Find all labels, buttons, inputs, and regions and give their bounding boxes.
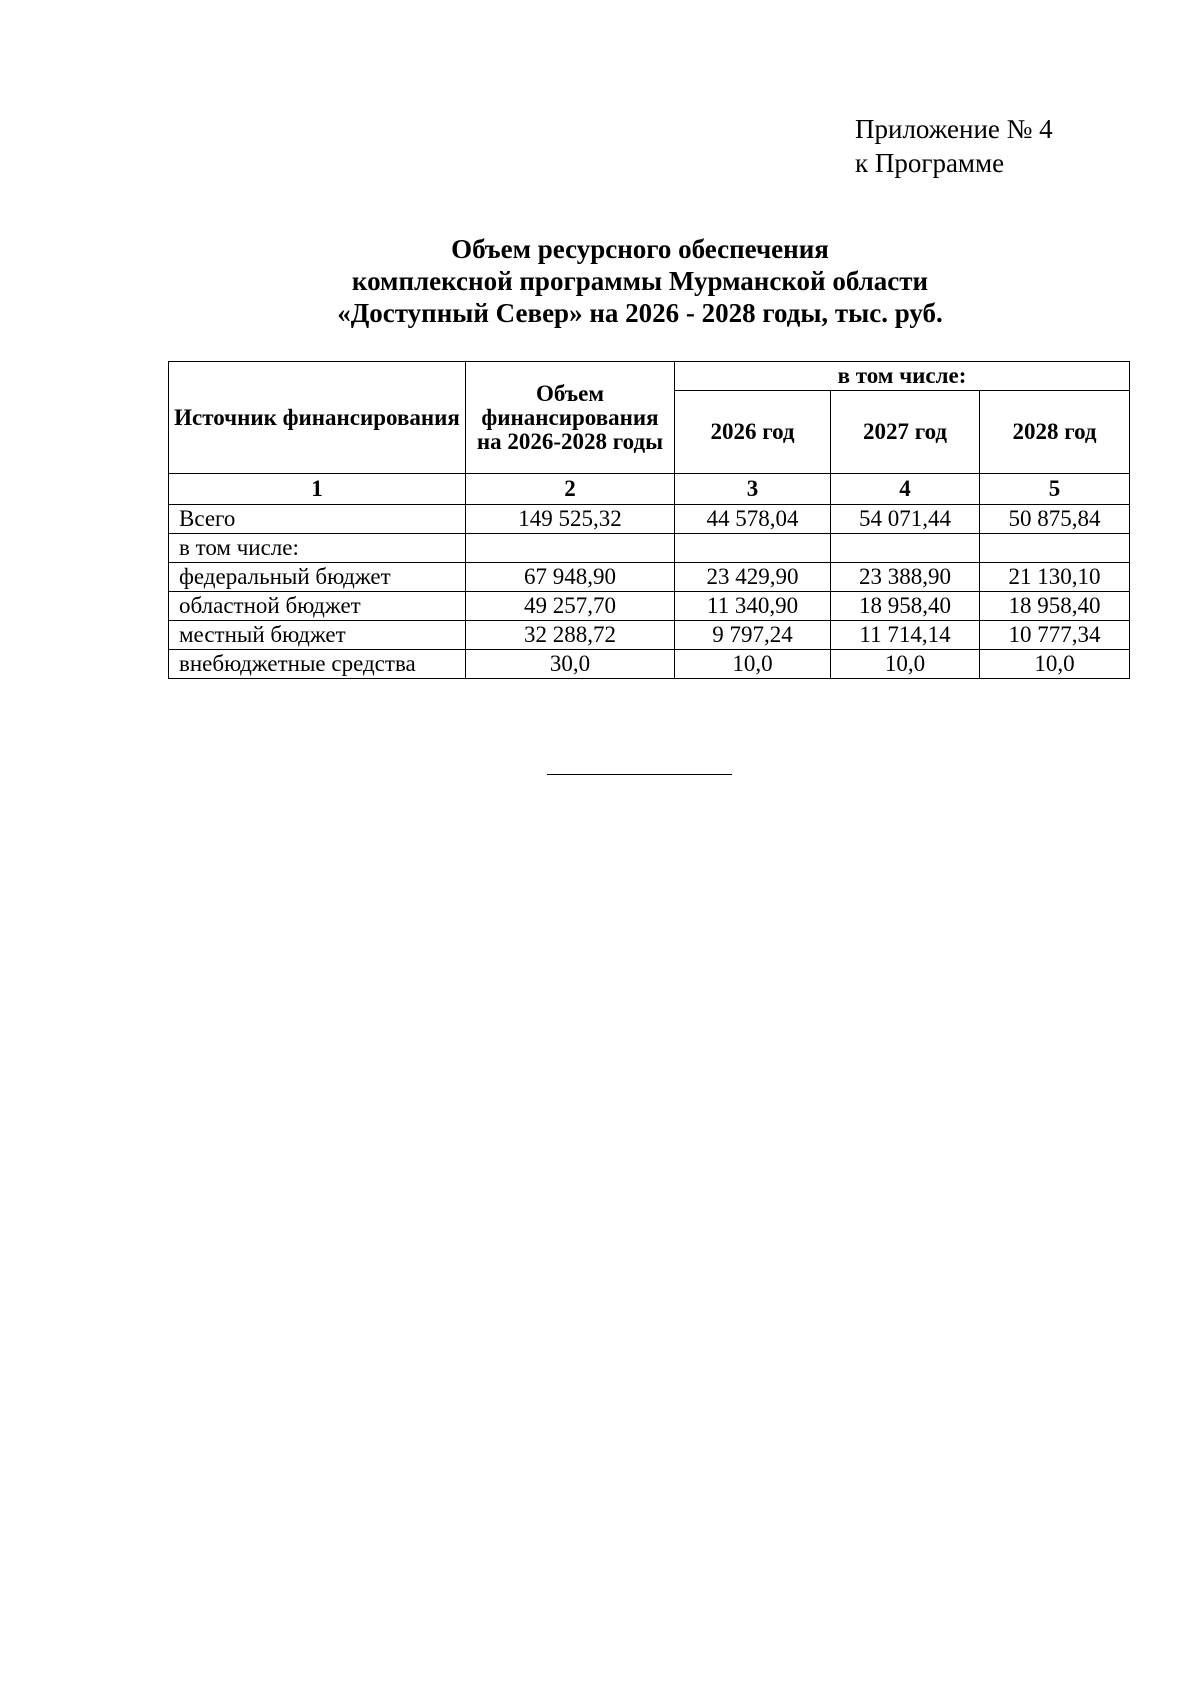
column-number: 2 (466, 474, 675, 505)
row-2028: 50 875,84 (980, 505, 1130, 534)
title-line-3: «Доступный Север» на 2026 - 2028 годы, тыс. руб. (337, 298, 943, 328)
row-source: федеральный бюджет (169, 563, 466, 592)
row-2027: 10,0 (831, 650, 980, 679)
header-year-2026: 2026 год (675, 391, 831, 474)
column-number: 4 (831, 474, 980, 505)
header-source: Источник финансирования (169, 362, 466, 474)
row-2027: 23 388,90 (831, 563, 980, 592)
header-year-2028: 2028 год (980, 391, 1130, 474)
row-source: в том числе: (169, 534, 466, 563)
row-2027: 11 714,14 (831, 621, 980, 650)
column-number: 3 (675, 474, 831, 505)
table-row-local (169, 621, 1130, 650)
row-source: внебюджетные средства (169, 650, 466, 679)
row-source: областной бюджет (169, 592, 466, 621)
appendix-reference: к Программе (855, 148, 1005, 178)
document-title (0, 233, 1200, 329)
end-divider (547, 774, 732, 775)
row-total: 32 288,72 (466, 621, 675, 650)
row-2027 (831, 534, 980, 563)
title-line-1: Объем ресурсного обеспечения (451, 234, 829, 264)
row-total: 149 525,32 (466, 505, 675, 534)
row-2026: 44 578,04 (675, 505, 831, 534)
financing-table (168, 361, 1130, 679)
title-line-2: комплексной программы Мурманской области (351, 266, 929, 296)
row-2028 (980, 534, 1130, 563)
header-year-2027: 2027 год (831, 391, 980, 474)
row-2028: 10,0 (980, 650, 1130, 679)
row-2026: 9 797,24 (675, 621, 831, 650)
row-2028: 18 958,40 (980, 592, 1130, 621)
column-number: 1 (169, 474, 466, 505)
column-number-row (169, 474, 1130, 505)
appendix-note (855, 112, 1053, 180)
row-total: 67 948,90 (466, 563, 675, 592)
row-total: 49 257,70 (466, 592, 675, 621)
table-row-total (169, 505, 1130, 534)
row-2028: 21 130,10 (980, 563, 1130, 592)
row-total (466, 534, 675, 563)
appendix-number: Приложение № 4 (855, 114, 1053, 144)
row-2027: 18 958,40 (831, 592, 980, 621)
table-row-regional (169, 592, 1130, 621)
row-2027: 54 071,44 (831, 505, 980, 534)
row-total: 30,0 (466, 650, 675, 679)
table-row-including (169, 534, 1130, 563)
header-row (169, 362, 1130, 391)
row-2026: 23 429,90 (675, 563, 831, 592)
row-2026 (675, 534, 831, 563)
table-row-federal (169, 563, 1130, 592)
header-including: в том числе: (675, 362, 1130, 391)
row-source: местный бюджет (169, 621, 466, 650)
row-2028: 10 777,34 (980, 621, 1130, 650)
header-volume: Объем финансирования на 2026-2028 годы (466, 362, 675, 474)
row-2026: 10,0 (675, 650, 831, 679)
row-2026: 11 340,90 (675, 592, 831, 621)
table-row-extrabudgetary (169, 650, 1130, 679)
column-number: 5 (980, 474, 1130, 505)
row-source: Всего (169, 505, 466, 534)
